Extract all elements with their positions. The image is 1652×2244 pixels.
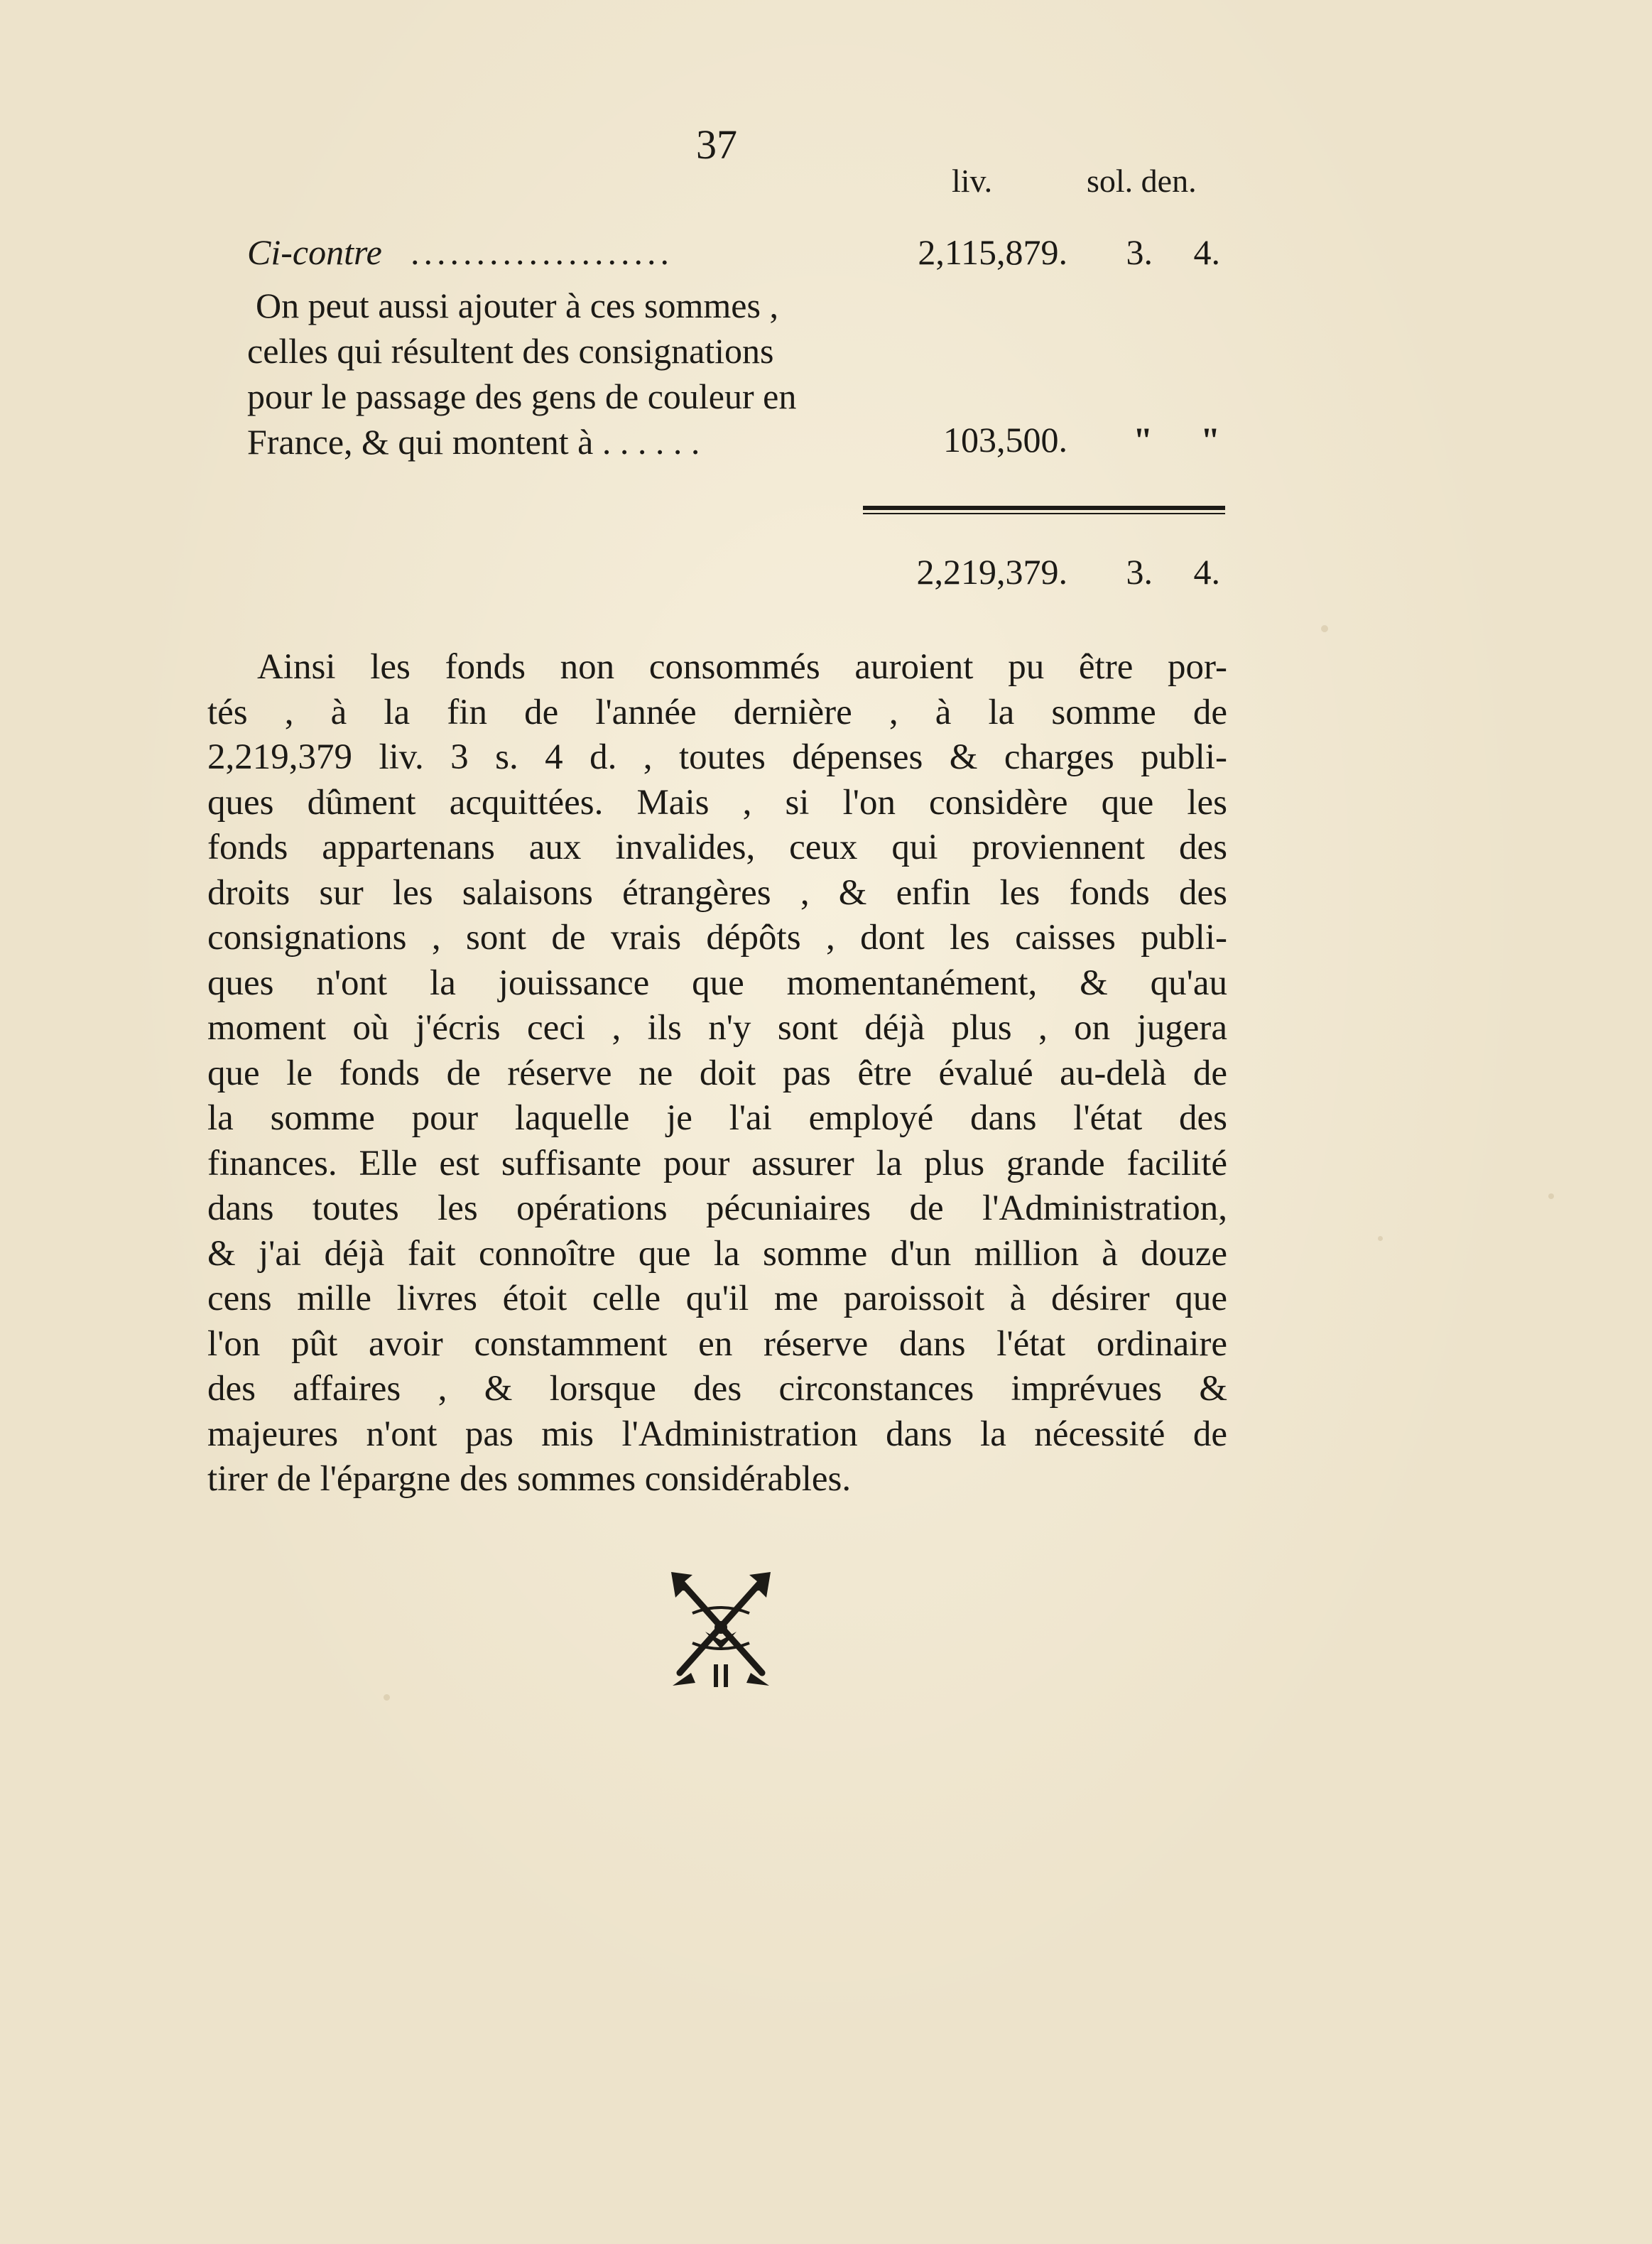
- ledger-row-ci-contre: [247, 232, 1220, 277]
- body-line: dans toutes les opérations pécuniaires de l'Administration,: [207, 1188, 1227, 1228]
- ledger-deniers: 4.: [1193, 232, 1220, 272]
- addition-line: celles qui résultent des consignations: [247, 331, 774, 371]
- column-header-sols-deniers: sol. den.: [1087, 163, 1197, 199]
- addition-line: On peut aussi ajouter à ces sommes ,: [256, 286, 778, 325]
- body-line: tirer de l'épargne des sommes considérables.: [207, 1459, 852, 1499]
- addition-deniers: ": [1200, 420, 1220, 460]
- total-row: [247, 551, 1220, 597]
- sum-rule: [863, 506, 1225, 510]
- body-line: fonds appartenans aux invalides, ceux qui proviennent des: [207, 828, 1227, 867]
- body-line: que le fonds de réserve ne doit pas être évalué au-delà de: [207, 1053, 1227, 1093]
- paper-spot: [384, 1694, 390, 1701]
- addition-sols: ": [1133, 420, 1153, 460]
- body-line: ques n'ont la jouissance que momentanément, & qu'au: [207, 963, 1227, 1003]
- printers-fleuron-icon: [664, 1566, 778, 1694]
- paper-spot: [1321, 625, 1328, 632]
- ledger-dot-leader: ....................: [411, 232, 673, 272]
- body-line: la somme pour laquelle je l'ai employé dans l'état des: [207, 1098, 1227, 1138]
- body-line: majeures n'ont pas mis l'Administration dans la nécessité de: [207, 1414, 1227, 1454]
- paper-spot: [1378, 1236, 1383, 1241]
- body-line: ques dûment acquittées. Mais , si l'on considère que les: [207, 782, 1227, 823]
- body-line: des affaires , & lorsque des circonstances imprévues &: [207, 1369, 1227, 1409]
- body-line: cens mille livres étoit celle qu'il me paroissoit à désirer que: [207, 1279, 1227, 1318]
- ledger-livres: 2,115,879.: [918, 232, 1067, 272]
- body-line: droits sur les salaisons étrangères , & enfin les fonds des: [207, 872, 1227, 913]
- body-line: consignations , sont de vrais dépôts , dont les caisses publi-: [207, 918, 1227, 958]
- addition-line: pour le passage des gens de couleur en: [247, 376, 797, 416]
- body-line: l'on pût avoir constamment en réserve dans l'état ordinaire: [207, 1323, 1227, 1364]
- body-line: moment où j'écris ceci , ils n'y sont déjà plus , on jugera: [207, 1008, 1227, 1048]
- body-line: tés , à la fin de l'année dernière , à la somme de: [207, 692, 1227, 732]
- addition-livres: 103,500.: [943, 420, 1067, 460]
- body-line: finances. Elle est suffisante pour assurer la plus grande facilité: [207, 1143, 1227, 1183]
- total-livres: 2,219,379.: [916, 552, 1067, 592]
- addition-line: France, & qui montent à . . . . . .: [247, 422, 700, 462]
- column-header-livres: liv.: [952, 163, 993, 199]
- addition-amount-row: [247, 419, 1220, 465]
- total-deniers: 4.: [1193, 552, 1220, 592]
- ledger-sols: 3.: [1126, 232, 1153, 272]
- sum-rule-thin: [863, 513, 1225, 514]
- ledger-label: Ci-contre: [247, 232, 382, 272]
- paper-spot: [1548, 1193, 1554, 1199]
- body-line: Ainsi les fonds non consommés auroient pu être por-: [257, 647, 1227, 687]
- total-sols: 3.: [1126, 552, 1153, 592]
- body-paragraph: [207, 645, 1227, 1502]
- body-line: & j'ai déjà fait connoître que la somme d'un million à douze: [207, 1233, 1227, 1274]
- page-number: 37: [696, 121, 737, 168]
- body-line: 2,219,379 liv. 3 s. 4 d. , toutes dépenses & charges publi-: [207, 737, 1227, 777]
